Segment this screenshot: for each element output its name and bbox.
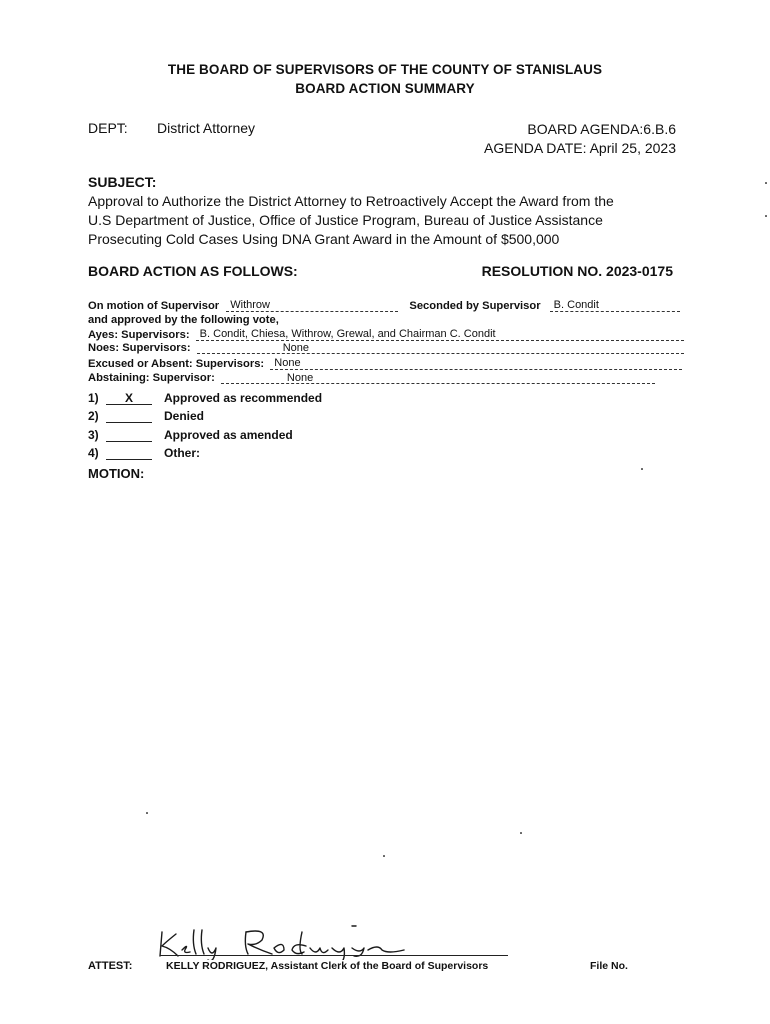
option-denied <box>88 409 204 423</box>
option-mark <box>106 446 152 460</box>
excused-label: Excused or Absent: Supervisors: <box>88 358 265 370</box>
option-label: Approved as amended <box>164 428 293 442</box>
board-agenda: BOARD AGENDA:6.B.6 <box>527 121 676 137</box>
option-mark <box>106 428 152 442</box>
document-subtitle: BOARD ACTION SUMMARY <box>295 81 475 96</box>
option-mark <box>106 409 152 423</box>
document-title: THE BOARD OF SUPERVISORS OF THE COUNTY OF STANISLAUS <box>167 62 603 77</box>
scan-speck <box>520 832 522 834</box>
seconded-label: Seconded by Supervisor <box>409 300 541 312</box>
option-number: 4) <box>88 446 99 460</box>
motion-label: MOTION: <box>88 466 145 481</box>
agenda-block <box>484 120 676 158</box>
subject-line: Prosecuting Cold Cases Using DNA Grant Award in the Amount of $500,000 <box>88 231 560 247</box>
scan-speck <box>146 812 148 814</box>
attest-label: ATTEST: <box>88 960 133 972</box>
excused-row <box>88 357 682 370</box>
noes-label: Noes: Supervisors: <box>88 342 191 354</box>
subject-label: SUBJECT: <box>88 174 157 190</box>
signature-line <box>160 955 508 956</box>
subject-line: Approval to Authorize the District Attorney to Retroactively Accept the Award from the <box>88 193 614 209</box>
option-other <box>88 446 200 460</box>
file-number-label: File No. <box>590 960 628 972</box>
option-label: Approved as recommended <box>164 391 323 405</box>
abstaining-label: Abstaining: Supervisor: <box>88 372 215 384</box>
option-number: 3) <box>88 428 99 442</box>
scan-speck <box>383 855 385 857</box>
signature <box>156 920 446 960</box>
subject-text <box>88 192 688 249</box>
abstaining-value: None <box>221 372 655 384</box>
excused-value: None <box>270 357 682 370</box>
dept-value: District Attorney <box>157 120 256 136</box>
dept-label: DEPT: <box>88 120 128 136</box>
noes-value: None <box>197 342 684 354</box>
motion-row <box>88 299 680 312</box>
scan-speck <box>641 468 643 470</box>
option-approved-amended <box>88 428 293 442</box>
noes-row <box>88 342 684 354</box>
option-label: Other: <box>164 446 200 460</box>
scan-speck <box>765 215 767 217</box>
ayes-row <box>88 328 684 341</box>
option-mark: X <box>106 391 152 405</box>
attest-name: KELLY RODRIGUEZ, Assistant Clerk of the Board of Supervisors <box>166 960 489 972</box>
approved-line: and approved by the following vote, <box>88 314 279 326</box>
seconded-supervisor: B. Condit <box>550 299 680 312</box>
motion-label: On motion of Supervisor <box>88 300 220 312</box>
agenda-date: AGENDA DATE: April 25, 2023 <box>484 140 676 156</box>
option-number: 2) <box>88 409 99 423</box>
abstaining-row <box>88 372 655 384</box>
option-label: Denied <box>164 409 205 423</box>
resolution-number: RESOLUTION NO. 2023-0175 <box>481 263 673 279</box>
ayes-label: Ayes: Supervisors: <box>88 329 190 341</box>
scan-speck <box>765 182 767 184</box>
motion-supervisor: Withrow <box>226 299 398 312</box>
option-approved-recommended <box>88 391 322 405</box>
board-action-label: BOARD ACTION AS FOLLOWS: <box>88 263 298 279</box>
ayes-value: B. Condit, Chiesa, Withrow, Grewal, and Chairman C. Condit <box>196 328 684 341</box>
subject-line: U.S Department of Justice, Office of Justice Program, Bureau of Justice Assistance <box>88 212 603 228</box>
option-number: 1) <box>88 391 99 405</box>
